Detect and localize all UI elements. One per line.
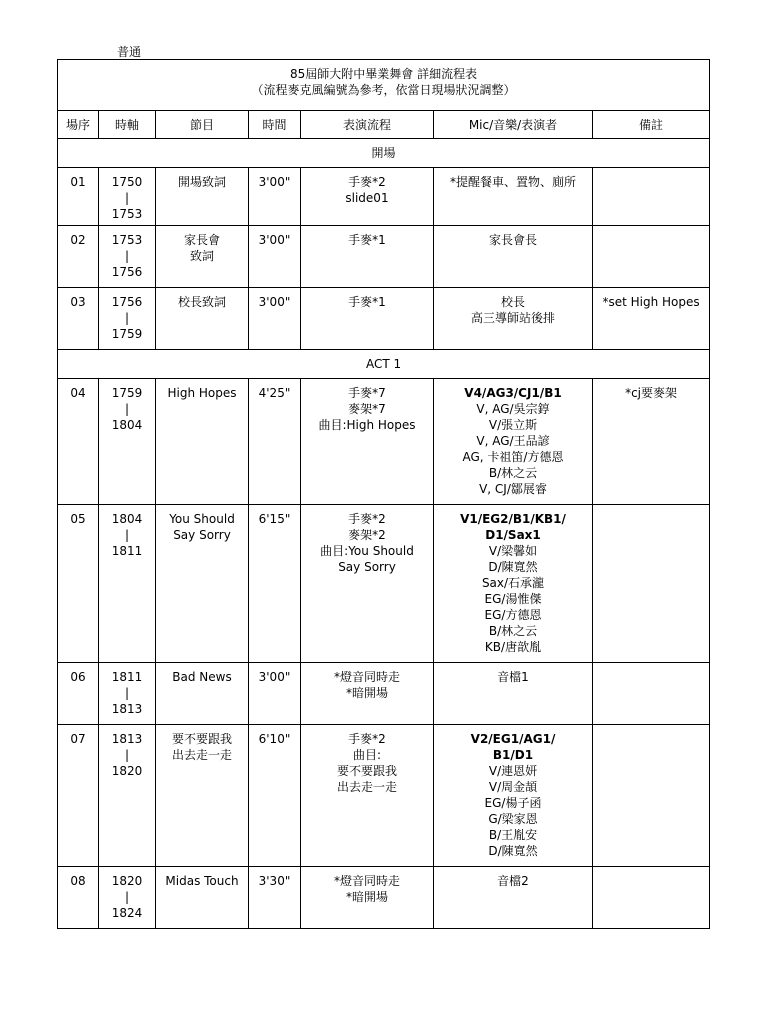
mic-config: V2/EG1/AG1/	[470, 732, 556, 746]
time-value: 1759	[111, 327, 143, 341]
cell-program	[156, 168, 249, 226]
time-value: 1753	[111, 207, 143, 221]
title-line-2: （流程麥克風編號為參考，依當日現場狀況調整）	[251, 83, 516, 97]
mic-line: D/陳寬然	[488, 844, 538, 858]
cell-program	[156, 725, 249, 867]
cell-mic	[434, 379, 593, 505]
program-line: 出去走一走	[171, 748, 232, 762]
flow-line: *燈音同時走	[333, 874, 400, 888]
header-mic: Mic/音樂/表演者	[434, 111, 593, 139]
cell-no: 03	[58, 288, 99, 350]
header-no: 場序	[58, 111, 99, 139]
mic-line: B/王胤安	[488, 828, 538, 842]
time-value: 1820	[111, 764, 143, 778]
program-line: 家長會	[183, 233, 220, 247]
table-row	[58, 288, 710, 350]
mic-line: 音檔1	[497, 670, 529, 684]
flow-line: 手麥*7	[348, 386, 386, 400]
cell-no: 06	[58, 663, 99, 725]
flow-line: *燈音同時走	[333, 670, 400, 684]
cell-note	[593, 226, 710, 288]
mic-config: V1/EG2/B1/KB1/	[460, 512, 566, 526]
time-value: 1824	[111, 906, 143, 920]
cell-program	[156, 379, 249, 505]
flow-line: 手麥*1	[348, 295, 386, 309]
header-row	[58, 111, 710, 139]
table-row	[58, 505, 710, 663]
header-program: 節目	[156, 111, 249, 139]
program-line: Midas Touch	[165, 874, 239, 888]
cell-no: 07	[58, 725, 99, 867]
cell-no: 05	[58, 505, 99, 663]
flow-line: 手麥*2	[348, 512, 386, 526]
table-row	[58, 867, 710, 929]
program-line: 要不要跟我	[171, 732, 232, 746]
cell-note: *cj要麥架	[593, 379, 710, 505]
cell-duration: 3'00"	[249, 663, 301, 725]
cell-note	[593, 505, 710, 663]
cell-timeline	[99, 379, 156, 505]
program-line: Bad News	[172, 670, 232, 684]
time-value: 1804	[111, 512, 143, 526]
cell-flow	[301, 226, 434, 288]
cell-no: 01	[58, 168, 99, 226]
cell-flow	[301, 663, 434, 725]
time-value: |	[124, 890, 130, 904]
mic-line: V/張立斯	[488, 418, 538, 432]
table-row	[58, 379, 710, 505]
cell-program	[156, 867, 249, 929]
cell-program	[156, 288, 249, 350]
table-row	[58, 226, 710, 288]
cell-duration: 4'25"	[249, 379, 301, 505]
cell-mic	[434, 867, 593, 929]
flow-line: 要不要跟我	[336, 764, 397, 778]
cell-note	[593, 725, 710, 867]
flow-line: 手麥*1	[348, 233, 386, 247]
cell-note	[593, 663, 710, 725]
section-row	[58, 350, 710, 379]
mic-line: V, AG/吳宗錞	[476, 402, 550, 416]
table-title	[58, 60, 710, 111]
mic-line: 校長	[500, 295, 525, 309]
time-value: 1753	[111, 233, 143, 247]
cell-no: 08	[58, 867, 99, 929]
cell-flow	[301, 867, 434, 929]
flow-line: 麥架*7	[348, 402, 386, 416]
table-row	[58, 725, 710, 867]
mic-line: 家長會長	[488, 233, 537, 247]
mic-line: Sax/石承瀧	[481, 576, 545, 590]
mic-line: V, CJ/鄒展睿	[479, 482, 547, 496]
time-value: 1759	[111, 386, 143, 400]
time-value: 1756	[111, 265, 143, 279]
flow-line: 曲目:You Should	[320, 544, 414, 558]
mic-line: B/林之云	[488, 466, 538, 480]
program-line: 開場致詞	[177, 175, 226, 189]
time-value: 1813	[111, 732, 143, 746]
cell-duration: 6'10"	[249, 725, 301, 867]
time-value: |	[124, 686, 130, 700]
cell-note: *set High Hopes	[593, 288, 710, 350]
time-value: |	[124, 249, 130, 263]
cell-timeline	[99, 288, 156, 350]
header-duration: 時間	[249, 111, 301, 139]
cell-mic	[434, 226, 593, 288]
section-label: 開場	[58, 139, 710, 168]
header-note: 備註	[593, 111, 710, 139]
time-value: 1820	[111, 874, 143, 888]
flow-line: *暗開場	[345, 890, 388, 904]
cell-flow	[301, 288, 434, 350]
cell-mic	[434, 505, 593, 663]
flow-line: 曲目:High Hopes	[318, 418, 416, 432]
cell-duration: 3'30"	[249, 867, 301, 929]
time-value: |	[124, 528, 130, 542]
mic-line: EG/方德恩	[484, 608, 542, 622]
header-timeline: 時軸	[99, 111, 156, 139]
cell-note	[593, 867, 710, 929]
mic-line: B/林之云	[488, 624, 538, 638]
table-row	[58, 168, 710, 226]
cell-timeline	[99, 725, 156, 867]
flow-line: 麥架*2	[348, 528, 386, 542]
cell-flow	[301, 379, 434, 505]
cell-flow	[301, 505, 434, 663]
flow-line: Say Sorry	[338, 560, 396, 574]
cell-program	[156, 663, 249, 725]
flow-line: 手麥*2	[348, 175, 386, 189]
mic-line: V/周金頡	[488, 780, 538, 794]
cell-note	[593, 168, 710, 226]
mic-line: *提醒餐車、置物、廁所	[449, 175, 576, 189]
mic-line: V/連恩妍	[488, 764, 538, 778]
schedule-table	[57, 59, 710, 929]
cell-duration: 3'00"	[249, 226, 301, 288]
flow-line: 出去走一走	[336, 780, 397, 794]
cell-mic	[434, 168, 593, 226]
flow-line: *暗開場	[345, 686, 388, 700]
mic-config: B1/D1	[492, 748, 534, 762]
header-flow: 表演流程	[301, 111, 434, 139]
flow-line: 曲目:	[352, 748, 382, 762]
cell-timeline	[99, 505, 156, 663]
flow-line: 手麥*2	[348, 732, 386, 746]
cell-duration: 3'00"	[249, 168, 301, 226]
cell-duration: 3'00"	[249, 288, 301, 350]
cell-timeline	[99, 867, 156, 929]
mic-line: 音檔2	[497, 874, 529, 888]
time-value: 1756	[111, 295, 143, 309]
program-line: High Hopes	[167, 386, 237, 400]
cell-program	[156, 226, 249, 288]
mic-line: D/陳寬然	[488, 560, 538, 574]
cell-timeline	[99, 168, 156, 226]
cell-mic	[434, 663, 593, 725]
time-value: |	[124, 191, 130, 205]
cell-mic	[434, 725, 593, 867]
cell-timeline	[99, 226, 156, 288]
mic-config: V4/AG3/CJ1/B1	[464, 386, 562, 400]
mic-line: AG, 卡祖笛/方德恩	[462, 450, 564, 464]
cell-mic	[434, 288, 593, 350]
cell-flow	[301, 168, 434, 226]
program-line: Say Sorry	[173, 528, 231, 542]
mic-line: EG/楊子函	[484, 796, 542, 810]
time-value: 1813	[111, 702, 143, 716]
mic-line: V, AG/王品諺	[476, 434, 550, 448]
document-label: 普通	[117, 45, 142, 59]
time-value: 1811	[111, 544, 143, 558]
mic-line: V/梁馨如	[488, 544, 538, 558]
time-value: 1804	[111, 418, 143, 432]
table-row	[58, 663, 710, 725]
section-row	[58, 139, 710, 168]
mic-line: KB/唐歆胤	[484, 640, 542, 654]
cell-timeline	[99, 663, 156, 725]
time-value: 1811	[111, 670, 143, 684]
cell-no: 02	[58, 226, 99, 288]
mic-config: D1/Sax1	[485, 528, 541, 542]
mic-line: 高三導師站後排	[470, 311, 555, 325]
time-value: |	[124, 748, 130, 762]
cell-no: 04	[58, 379, 99, 505]
program-line: 校長致詞	[177, 295, 226, 309]
title-row	[58, 60, 710, 111]
flow-line: slide01	[345, 191, 389, 205]
cell-program	[156, 505, 249, 663]
mic-line: G/梁家恩	[488, 812, 538, 826]
section-label: ACT 1	[58, 350, 710, 379]
time-value: 1750	[111, 175, 143, 189]
title-line-1: 85屆師大附中畢業舞會 詳細流程表	[289, 67, 478, 81]
program-line: 致詞	[189, 249, 214, 263]
cell-flow	[301, 725, 434, 867]
time-value: |	[124, 402, 130, 416]
mic-line: EG/湯惟傑	[484, 592, 542, 606]
cell-duration: 6'15"	[249, 505, 301, 663]
time-value: |	[124, 311, 130, 325]
program-line: You Should	[169, 512, 235, 526]
